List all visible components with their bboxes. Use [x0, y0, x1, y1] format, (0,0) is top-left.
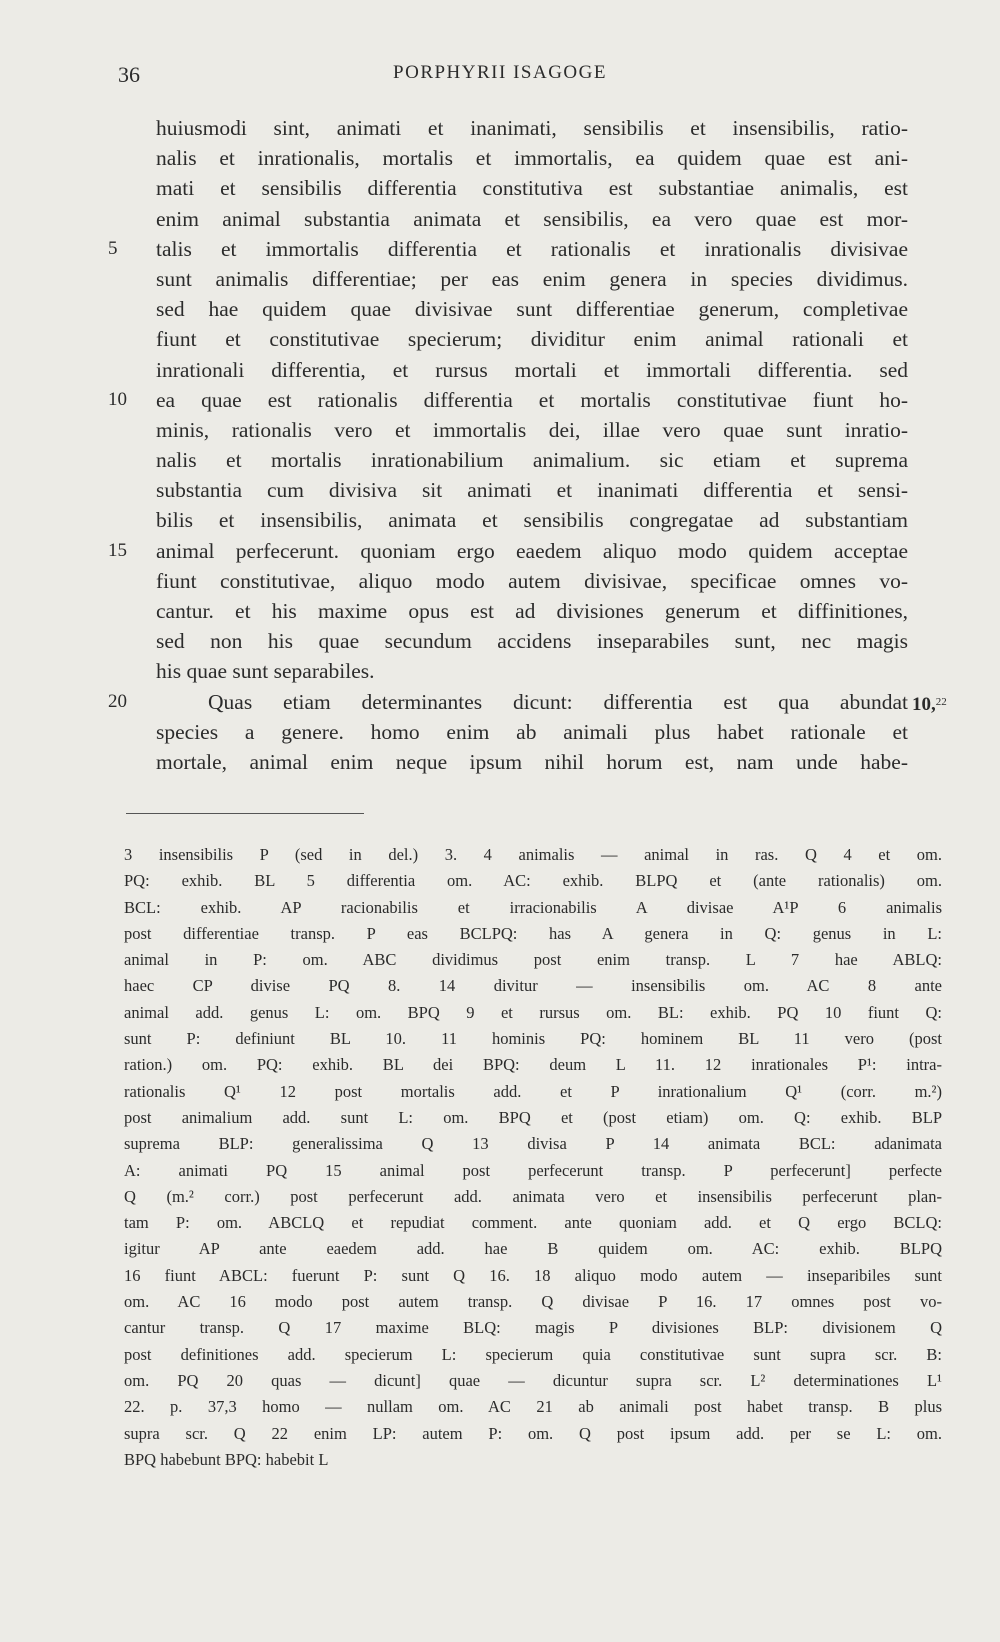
line-text: huiusmodi sint, animati et inanimati, sensibilis et insensibilis, ratio- [156, 116, 908, 140]
apparatus-text: PQ: exhib. BL 5 differentia om. AC: exhib. BLPQ et (ante rationalis) om. [124, 871, 942, 891]
apparatus-line [0, 1052, 1000, 1078]
text-line [0, 234, 1000, 264]
line-number: 20 [108, 690, 127, 712]
text-line [0, 475, 1000, 505]
line-number: 5 [108, 237, 118, 259]
apparatus-text: 16 fiunt ABCL: fuerunt P: sunt Q 16. 18 aliquo modo autem — inseparibiles sunt [124, 1265, 942, 1285]
apparatus-text: 22. p. 37,3 homo — nullam om. AC 21 ab animali post habet transp. B plus [124, 1397, 942, 1417]
apparatus-text: sunt P: definiunt BL 10. 11 hominis PQ: hominem BL 11 vero (post [124, 1029, 942, 1049]
apparatus-line [0, 1236, 1000, 1262]
text-line [0, 264, 1000, 294]
text-line [0, 355, 1000, 385]
line-text: fiunt et constitutivae specierum; dividitur enim animal rationali et [156, 327, 908, 352]
apparatus-line [0, 1289, 1000, 1315]
line-text: animal perfecerunt. quoniam ergo eaedem aliquo modo quidem acceptae [156, 538, 908, 563]
apparatus-text: 3 insensibilis P (sed in del.) 3. 4 animalis — animal in ras. Q 4 et om. [124, 845, 942, 864]
footnote-rule [126, 813, 364, 814]
text-line [0, 445, 1000, 475]
line-text: nalis et inrationalis, mortalis et immortalis, ea quidem quae est ani- [156, 146, 908, 171]
apparatus-line [0, 868, 1000, 894]
apparatus-line [0, 1158, 1000, 1184]
line-text: sed non his quae secundum accidens inseparabiles sunt, nec magis [156, 629, 908, 654]
apparatus-line [0, 1447, 1000, 1473]
text-line [0, 324, 1000, 354]
text-line [0, 566, 1000, 596]
text-line [0, 385, 1000, 415]
margin-reference-sub: 22 [935, 695, 947, 708]
main-text [0, 113, 1000, 777]
text-line [0, 626, 1000, 656]
apparatus-line [0, 895, 1000, 921]
line-text: Quas etiam determinantes dicunt: differentia est qua abundat [208, 689, 908, 714]
line-number: 10 [108, 388, 127, 410]
line-text: substantia cum divisiva sit animati et inanimati differentia et sensi- [156, 478, 908, 503]
apparatus-line [0, 1210, 1000, 1236]
apparatus-line [0, 1315, 1000, 1341]
line-text: sed hae quidem quae divisivae sunt differentiae generum, completivae [156, 297, 908, 322]
apparatus-line [0, 947, 1000, 973]
text-line [0, 294, 1000, 324]
line-text: species a genere. homo enim ab animali plus habet rationale et [156, 719, 908, 744]
apparatus-line [0, 1263, 1000, 1289]
line-text: cantur. et his maxime opus est ad divisiones generum et diffinitiones, [156, 599, 908, 623]
apparatus-line [0, 1079, 1000, 1105]
apparatus-text: igitur AP ante eaedem add. hae B quidem om. AC: exhib. BLPQ [124, 1239, 942, 1259]
line-text: bilis et insensibilis, animata et sensibilis congregatae ad substantiam [156, 508, 908, 533]
text-line [0, 747, 1000, 777]
line-text: minis, rationalis vero et immortalis dei, illae vero quae sunt inratio- [156, 417, 908, 442]
apparatus-line [0, 1000, 1000, 1026]
apparatus-text: animal add. genus L: om. BPQ 9 et rursus om. BL: exhib. PQ 10 fiunt Q: [124, 1002, 942, 1022]
text-line [0, 143, 1000, 173]
apparatus-line [0, 921, 1000, 947]
apparatus-text: animal in P: om. ABC dividimus post enim transp. L 7 hae ABLQ: [124, 950, 942, 970]
apparatus-line [0, 842, 1000, 868]
apparatus-text: haec CP divise PQ 8. 14 divitur — insensibilis om. AC 8 ante [124, 976, 942, 996]
text-line [0, 656, 1000, 686]
apparatus-line [0, 1368, 1000, 1394]
apparatus-line [0, 1184, 1000, 1210]
margin-reference-main: 10, [912, 693, 936, 715]
page-header [0, 62, 1000, 92]
apparatus-line [0, 1026, 1000, 1052]
line-text: talis et immortalis differentia et rationalis et inrationalis divisivae [156, 236, 908, 261]
text-line [0, 505, 1000, 535]
apparatus-text: Q (m.² corr.) post perfecerunt add. animata vero et insensibilis perfecerunt plan- [124, 1186, 942, 1206]
text-line [0, 536, 1000, 566]
line-text: his quae sunt separabiles. [156, 659, 375, 684]
running-title: PORPHYRII ISAGOGE [393, 62, 607, 83]
apparatus-text: post definitiones add. specierum L: specierum quia constitutivae sunt supra scr. B: [124, 1344, 942, 1364]
text-line [0, 596, 1000, 626]
line-text: enim animal substantia animata et sensibilis, ea vero quae est mor- [156, 206, 908, 231]
apparatus-text: suprema BLP: generalissima Q 13 divisa P 14 animata BCL: adanimata [124, 1134, 942, 1154]
apparatus-line [0, 1105, 1000, 1131]
text-line [0, 687, 1000, 717]
apparatus-text: cantur transp. Q 17 maxime BLQ: magis P divisiones BLP: divisionem Q [124, 1318, 942, 1338]
apparatus-text: supra scr. Q 22 enim LP: autem P: om. Q post ipsum add. per se L: om. [124, 1423, 942, 1443]
text-line [0, 717, 1000, 747]
line-text: fiunt constitutivae, aliquo modo autem divisivae, specificae omnes vo- [156, 568, 908, 593]
page-number: 36 [118, 62, 140, 87]
apparatus-line [0, 1342, 1000, 1368]
apparatus-text: post differentiae transp. P eas BCLPQ: has A genera in Q: genus in L: [124, 923, 942, 943]
margin-reference [912, 687, 947, 720]
line-text: ea quae est rationalis differentia et mortalis constitutivae fiunt ho- [156, 387, 908, 412]
apparatus-text: om. PQ 20 quas — dicunt] quae — dicuntur supra scr. L² determinationes L¹ [124, 1370, 942, 1390]
apparatus-line [0, 1421, 1000, 1447]
apparatus-text: ration.) om. PQ: exhib. BL dei BPQ: deum L 11. 12 inrationales P¹: intra- [124, 1055, 942, 1075]
critical-apparatus [0, 842, 1000, 1473]
line-number: 15 [108, 539, 127, 561]
apparatus-line [0, 1131, 1000, 1157]
line-text: inrationali differentia, et rursus mortali et immortali differentia. sed [156, 357, 908, 382]
apparatus-text: tam P: om. ABCLQ et repudiat comment. ante quoniam add. et Q ergo BCLQ: [124, 1213, 942, 1233]
line-text: sunt animalis differentiae; per eas enim genera in species dividimus. [156, 266, 908, 291]
text-line [0, 204, 1000, 234]
line-text: nalis et mortalis inrationabilium animalium. sic etiam et suprema [156, 448, 908, 473]
text-line [0, 415, 1000, 445]
apparatus-line [0, 1394, 1000, 1420]
apparatus-text: post animalium add. sunt L: om. BPQ et (post etiam) om. Q: exhib. BLP [124, 1107, 942, 1127]
apparatus-text: BPQ habebunt BPQ: habebit L [124, 1449, 329, 1469]
apparatus-text: rationalis Q¹ 12 post mortalis add. et P inrationalium Q¹ (corr. m.²) [124, 1081, 942, 1101]
apparatus-text: om. AC 16 modo post autem transp. Q divisae P 16. 17 omnes post vo- [124, 1292, 942, 1312]
line-text: mortale, animal enim neque ipsum nihil horum est, nam unde habe- [156, 749, 908, 774]
text-line [0, 113, 1000, 143]
apparatus-text: A: animati PQ 15 animal post perfecerunt transp. P perfecerunt] perfecte [124, 1160, 942, 1180]
text-line [0, 173, 1000, 203]
line-text: mati et sensibilis differentia constitutiva est substantiae animalis, est [156, 176, 908, 201]
apparatus-text: BCL: exhib. AP racionabilis et irracionabilis A divisae A¹P 6 animalis [124, 897, 942, 917]
apparatus-line [0, 973, 1000, 999]
